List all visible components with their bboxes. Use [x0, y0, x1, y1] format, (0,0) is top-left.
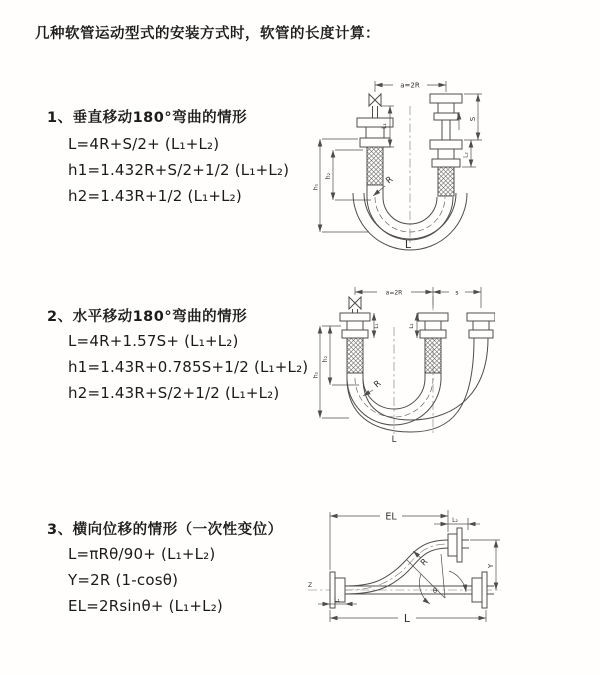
braided-hose-section [347, 338, 363, 373]
moving-end-pipe [430, 94, 462, 196]
svg-text:EL: EL [385, 511, 397, 523]
dimension-a2r [375, 81, 446, 92]
braided-hose-section [425, 338, 441, 373]
axis-mark: Z [307, 582, 313, 589]
dimension-s [433, 290, 481, 297]
dimension-l2 [409, 313, 417, 338]
svg-text:Y: Y [487, 563, 495, 569]
svg-text:R: R [418, 556, 431, 569]
dimension-l1 [374, 313, 380, 338]
section-2-heading: 2、水平移动180°弯曲的情形 [47, 309, 248, 325]
braided-hose-section [438, 167, 454, 196]
svg-text:h₂: h₂ [325, 172, 332, 180]
svg-text:s: s [455, 289, 459, 297]
diagram-vertical-180-bend [313, 66, 488, 258]
svg-text:L₁: L₁ [334, 596, 340, 604]
dimension-a2r [355, 287, 481, 308]
dimension-h1 [313, 139, 369, 232]
svg-text:h₂: h₂ [322, 355, 329, 363]
dimension-h2 [325, 150, 371, 200]
svg-text:θ: θ [432, 587, 438, 595]
formula-line: h1=1.432R+S/2+1/2 (L₁+L₂) [68, 161, 290, 179]
svg-text:h₁: h₁ [313, 371, 320, 379]
svg-text:a=2R: a=2R [400, 81, 420, 90]
fixed-end-pipe [340, 309, 370, 373]
dimension-l [330, 610, 486, 625]
radius-label [413, 551, 430, 568]
dimension-s [459, 94, 482, 167]
formula-line: h2=1.43R+S/2+1/2 (L₁+L₂) [68, 384, 280, 402]
length-label: L [391, 435, 397, 445]
svg-text:R: R [372, 378, 384, 391]
dimension-el [330, 510, 448, 570]
hose-bend-curves [347, 338, 488, 432]
formula-line: h2=1.43R+1/2 (L₁+L₂) [68, 187, 242, 205]
svg-text:L₂: L₂ [462, 152, 470, 158]
formula-line: L=πRθ/90+ (L₁+L₂) [68, 545, 216, 563]
formula-line: L=4R+1.57S+ (L₁+L₂) [68, 332, 239, 350]
diagram-horizontal-180-bend [313, 282, 495, 450]
middle-pipe [418, 313, 448, 373]
upper-flange-displaced [448, 528, 469, 562]
svg-text:R: R [384, 174, 396, 187]
svg-text:h₁: h₁ [313, 183, 320, 191]
svg-text:L₁: L₁ [381, 123, 388, 129]
section-3-heading: 3、横向位移的情形（一次性变位） [47, 522, 283, 538]
svg-text:L₂: L₂ [452, 517, 458, 524]
svg-text:L₂: L₂ [409, 323, 415, 329]
formula-line: EL=2Rsinθ+ (L₁+L₂) [68, 597, 223, 615]
dimension-h1 [313, 326, 349, 418]
page-title: 几种软管运动型式的安装方式时，软管的长度计算： [35, 26, 380, 42]
length-label: L [404, 238, 412, 251]
fixed-end-pipe [357, 106, 396, 187]
braided-hose-section [367, 147, 383, 185]
formula-line: L=4R+S/2+ (L₁+L₂) [68, 135, 220, 153]
svg-text:S: S [469, 116, 477, 122]
formula-line: h1=1.43R+0.785S+1/2 (L₁+L₂) [68, 358, 309, 376]
moved-end-pipe [467, 313, 495, 338]
valve-icon [369, 94, 381, 106]
dimension-l1 [318, 597, 357, 605]
diagram-lateral-displacement [302, 502, 507, 632]
radius-label [363, 379, 383, 396]
section-1-heading: 1、垂直移动180°弯曲的情形 [47, 110, 248, 126]
svg-text:a=2R: a=2R [385, 289, 403, 297]
valve-icon [349, 297, 361, 309]
svg-text:L: L [403, 612, 411, 625]
svg-text:L₁: L₁ [374, 323, 380, 329]
formula-line: Y=2R (1-cosθ) [68, 571, 179, 589]
